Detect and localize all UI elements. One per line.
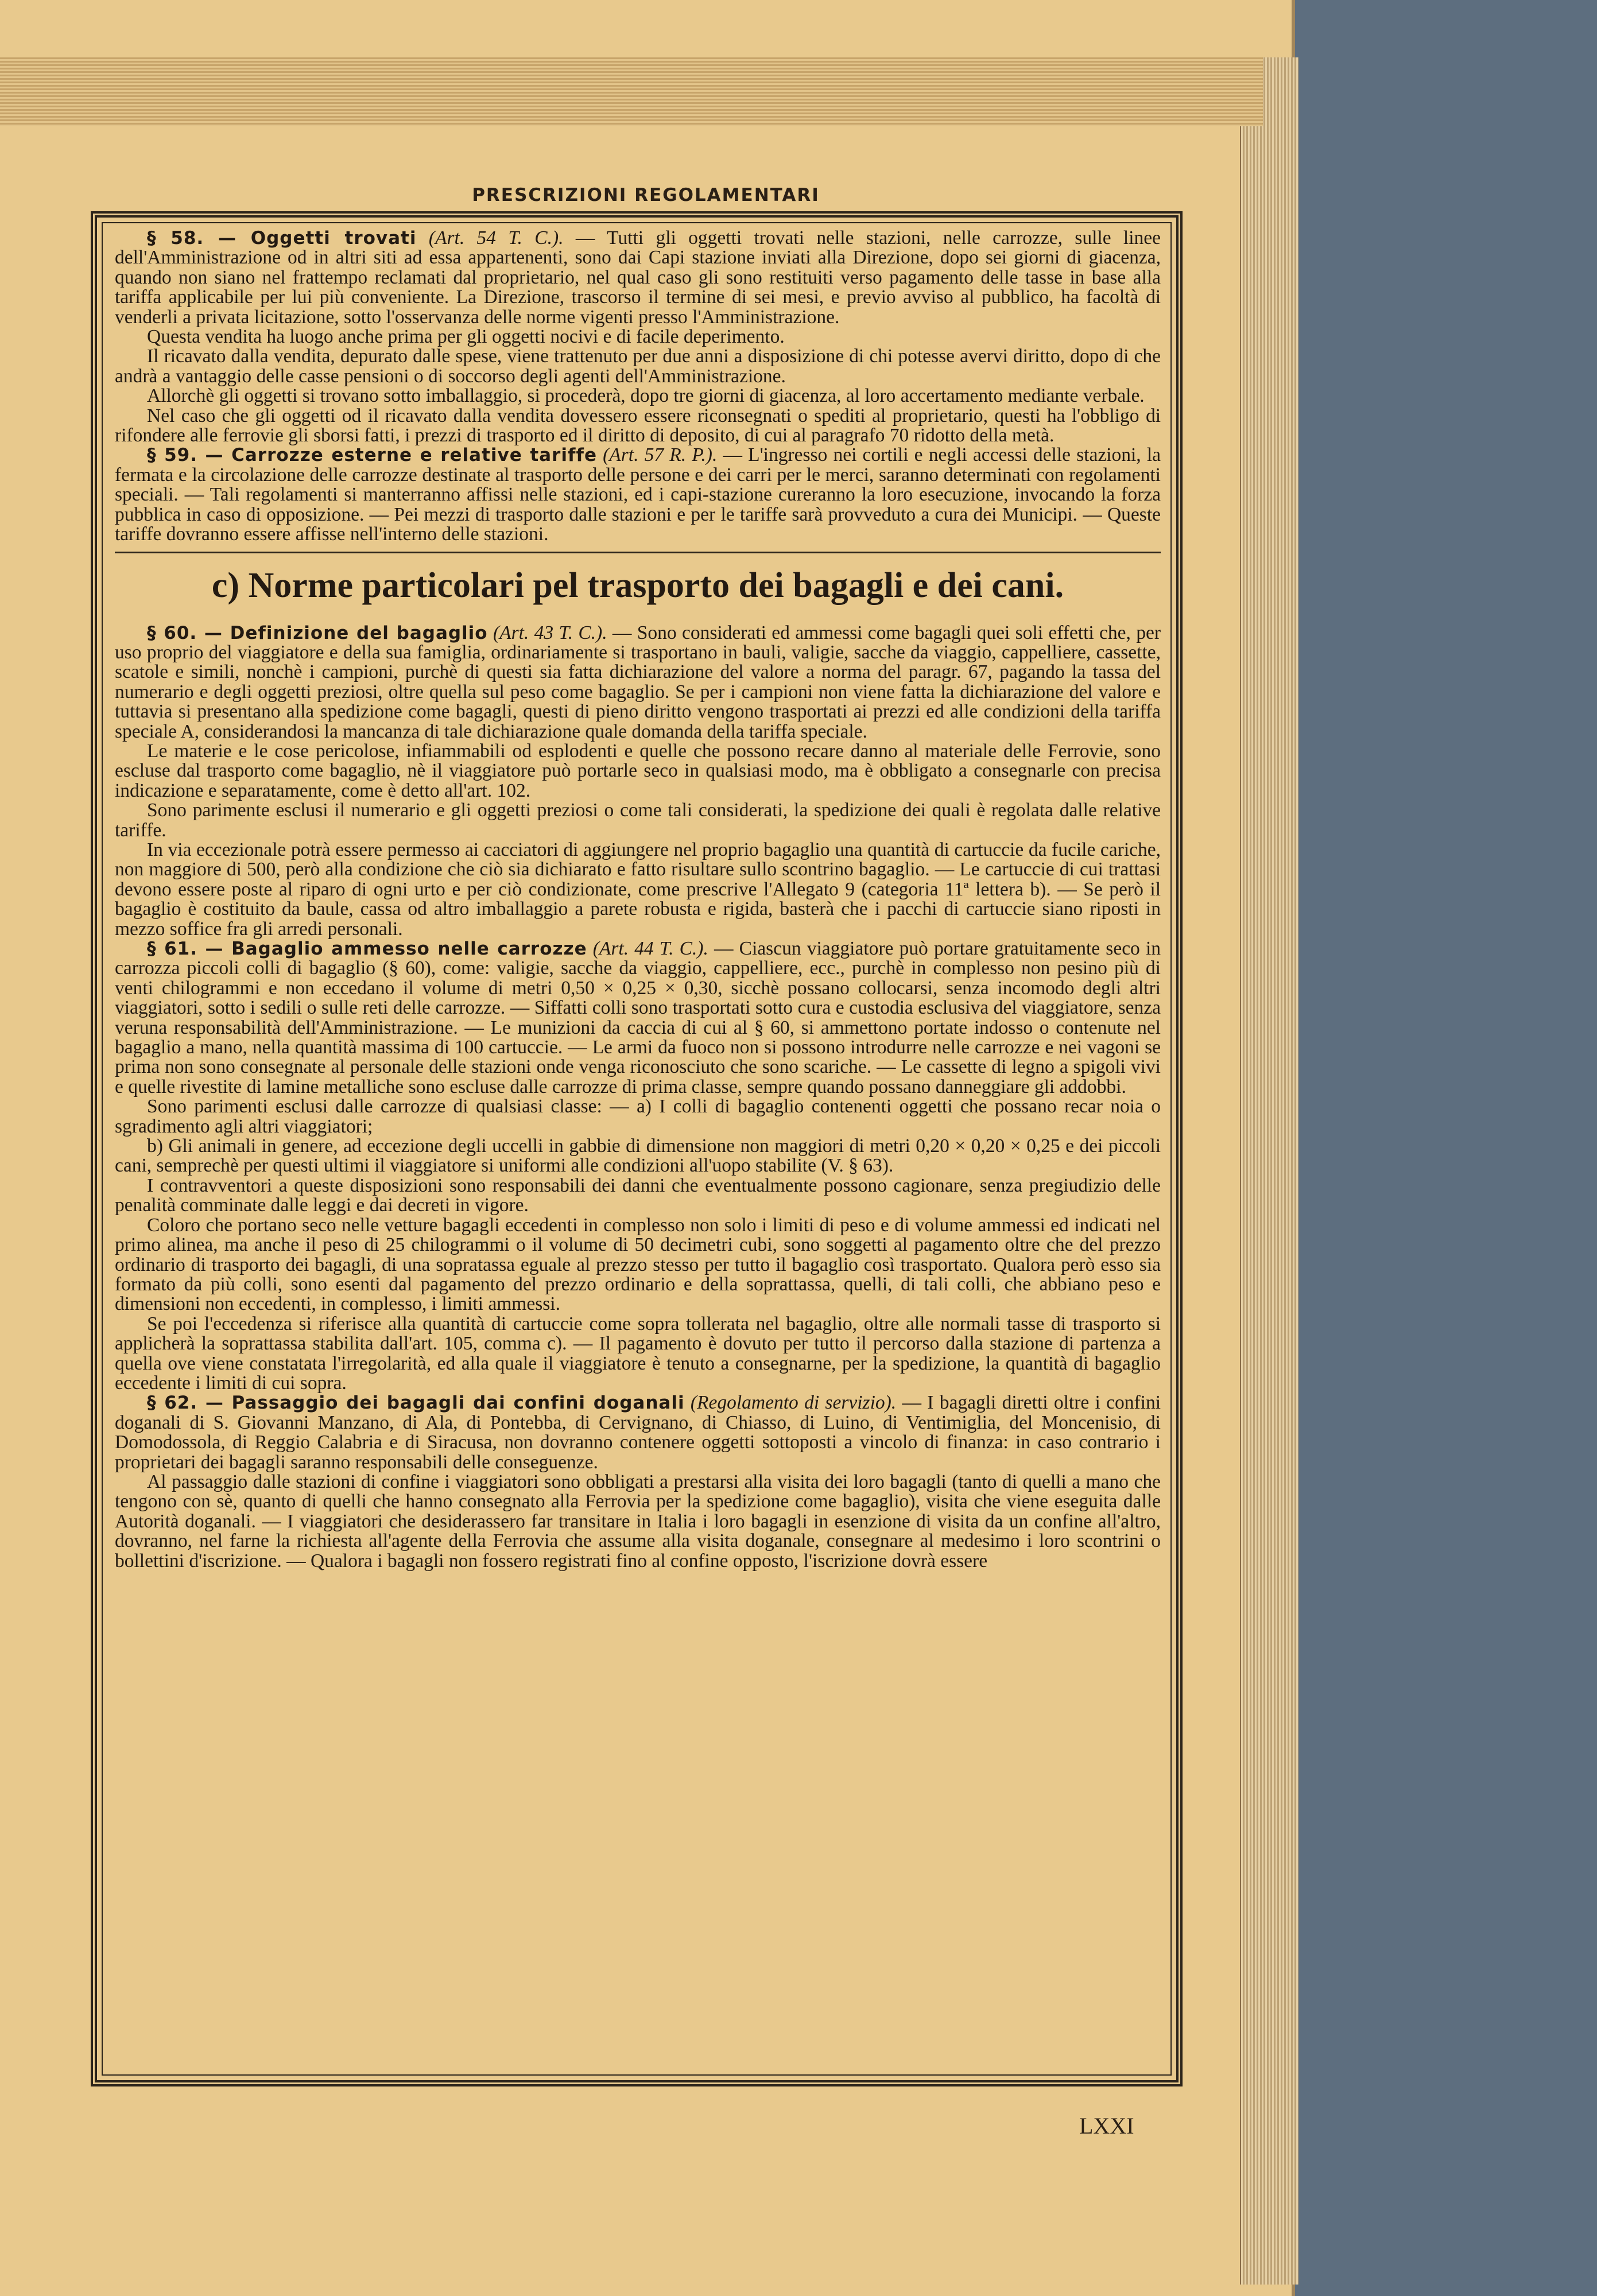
heading-60: § 60. — Definizione del bagaglio [147, 622, 488, 643]
paragraph-60 [115, 623, 1161, 742]
heading-58: § 58. — Oggetti trovati [147, 228, 417, 249]
paragraph-60b: Le materie e le cose pericolose, infiammabili od esplodenti e quelle che possono recare danno al materiale delle Ferrovie, sono escluse dal trasporto come bagaglio, nè il viaggiatore può portarle seco in qualsiasi modo, ma è obbligato a consegnarle con precisa indicazione e separatamente, come è detto all'art. 102. [115, 740, 1161, 801]
text-62: — I bagagli diretti oltre i confini doganali di S. Giovanni Manzano, di Ala, di Pontebba, di Cervignano, di Chiasso, di Luino, di Ventimiglia, del Moncenisio, di Domodossola, di Reggio Calabria e di Siracusa, non dovranno contenere oggetti sottoposti a vincolo di finanza: in caso contrario i proprietari dei bagagli saranno responsabili delle conseguenze. [115, 1392, 1161, 1473]
ref-61: (Art. 44 T. C.). [592, 938, 708, 959]
text-58: — Tutti gli oggetti trovati nelle stazioni, nelle carrozze, sulle linee dell'Amministrazione od in altri siti ad essa appartenenti, sono dai Capi stazione inviati alla Direzione, dopo sei giorni di giacenza, quando non siano nel frattempo reclamati dal proprietario, nel qual caso gli sono restituiti verso pagamento delle tasse in base alla tariffa applicabile per lui più conveniente. La Direzione, trascorso il termine di sei mesi, e previo avviso al pubblico, ha facoltà di venderli a privata licitazione, sotto l'osservanza delle norme vigenti presso l'Amministrazione. [115, 228, 1161, 328]
heading-59: § 59. — Carrozze esterne e relative tariffe [147, 445, 597, 466]
ref-60: (Art. 43 T. C.). [493, 622, 607, 643]
paragraph-59 [115, 445, 1161, 544]
paragraph-60d: In via eccezionale potrà essere permesso ai cacciatori di aggiungere nel proprio bagaglio una quantità di cartuccie da fucile cariche, non maggiore di 500, però alla condizione che ciò sia dichiarato e fatto risultare sullo scontrino bagaglio. — Le cartuccie di cui trattasi devono essere poste al riparo di ogni urto e per ciò condizionate, come prescrive l'Allegato 9 (categoria 11ª lettera b). — Se però il bagaglio è costituito da baule, cassa od altro imballaggio a parete robusta e rigida, basterà che i pacchi di cartuccie siano riposti in mezzo soffice fra gli arredi personali. [115, 839, 1161, 940]
running-head: PRESCRIZIONI REGOLAMENTARI [472, 185, 820, 205]
page-edges [1240, 57, 1298, 2285]
heading-62: § 62. — Passaggio dei bagagli dai confini doganali [147, 1393, 685, 1414]
paragraph-62 [115, 1393, 1161, 1472]
paragraph-58e: Nel caso che gli oggetti od il ricavato dalla vendita dovessero essere riconsegnati o spediti al proprietario, questi ha l'obbligo di rifondere alle ferrovie gli sborsi fatti, i prezzi di trasporto ed il diritto di deposito, di cui al paragrafo 70 ridotto della metà. [115, 405, 1161, 447]
page-number: LXXI [1079, 2113, 1134, 2139]
text-61: — Ciascun viaggiatore può portare gratuitamente seco in carrozza piccoli colli di bagaglio (§ 60), come: valigie, sacche da viaggio, cappelliere, ecc., purchè in complesso non pesino più di venti chilogrammi e non eccedano il volume di metri 0,50 × 0,25 × 0,30, sicchè possano collocarsi, senza incomodo degli altri viaggiatori, sotto i sedili o sulle reti delle carrozze. — Siffatti colli sono trasportati sotto cura e custodia esclusiva del viaggiatore, senza veruna responsabilità dell'Amministrazione. — Le munizioni da caccia di cui al § 60, si ammettono portate indosso o contenute nel bagaglio a mano, nella quantità massima di 100 cartuccie. — Le armi da fuoco non si possono introdurre nelle carrozze e nei vagoni se prima non sono consegnate al personale delle stazioni onde venga riconosciuto che sono scariche. — Le cassette di legno a spigoli vivi e quelle rivestite di lamine metalliche sono escluse dalle carrozze di prima classe, sempre quando possano danneggiare gli addobbi. [115, 938, 1161, 1097]
ref-62: (Regolamento di servizio). [690, 1392, 897, 1414]
paragraph-58d: Allorchè gli oggetti si trovano sotto imballaggio, si procederà, dopo tre giorni di giacenza, al loro accertamento mediante verbale. [147, 385, 1145, 407]
page-content [115, 228, 1161, 2082]
paragraph-61b: Sono parimenti esclusi dalle carrozze di qualsiasi classe: — a) I colli di bagaglio contenenti oggetti che possano recar noia o sgradimento agli altri viaggiatori; [115, 1096, 1161, 1137]
section-title: c) Norme particolari pel trasporto dei bagagli e dei cani. [211, 565, 1064, 605]
paragraph-58 [115, 228, 1161, 327]
text-60: — Sono considerati ed ammessi come bagagli quei soli effetti che, per uso proprio del viaggiatore e della sua famiglia, ordinariamente si trasportano in bauli, valigie, sacche da viaggio, cappelliere, cassette, scatole e simili, nonchè i campioni, purchè di questi sia fatta dichiarazione del valore a norma del paragr. 67, pagando la tassa del numerario e degli oggetti preziosi, oltre quella sul peso come bagaglio. Se per i campioni non viene fatta la dichiarazione del valore e tuttavia si presentano alla spedizione come bagagli, questi di pieno diritto vengono trasportati ai prezzi ed alle condizioni della tariffa speciale A, considerandosi la mancanza di tale dichiarazione quale domanda della tariffa speciale. [115, 622, 1161, 742]
paragraph-61d: I contravventori a queste disposizioni sono responsabili dei danni che eventualmente possono cagionare, senza pregiudizio delle penalità comminate dalle leggi e dai decreti in vigore. [115, 1174, 1161, 1216]
header-band [0, 57, 1263, 126]
paragraph-60c: Sono parimente esclusi il numerario e gli oggetti preziosi o come tali considerati, la spedizione dei quali è regolata dalle relative tariffe. [115, 800, 1161, 841]
paragraph-61c: b) Gli animali in genere, ad eccezione degli uccelli in gabbie di dimensione non maggiori di metri 0,20 × 0,20 × 0,25 e dei piccoli cani, semprechè per questi ultimi il viaggiatore si uniformi alle condizioni all'uopo stabilite (V. § 63). [115, 1135, 1161, 1177]
paragraph-61f: Se poi l'eccedenza si riferisce alla quantità di cartuccie come sopra tollerata nel bagaglio, oltre alle normali tasse di trasporto si applicherà la soprattassa stabilita dall'art. 105, comma c). — Il pagamento è dovuto per tutto il percorso dalla stazione di partenza a quella ove viene constatata l'irregolarità, ed alla quale il viaggiatore è tenuto a consegnarne, per la spedizione, la quantità di bagaglio eccedente i limiti di cui sopra. [115, 1313, 1161, 1394]
paragraph-62b: Al passaggio dalle stazioni di confine i viaggiatori sono obbligati a prestarsi alla visita dei loro bagagli (tanto di quelli a mano che tengono con sè, quanto di quelli che hanno consegnato alla Ferrovia per la spedizione come bagaglio), visita che viene eseguita dalle Autorità doganali. — I viaggiatori che desiderassero far transitare in Italia i loro bagagli in esenzione di visita da un confine all'altro, dovranno, nel farne la richiesta all'agente della Ferrovia che assume alla visita doganale, consegnare al medesimo i loro scontrini o bollettini d'iscrizione. — Qualora i bagagli non fossero registrati fino al confine opposto, l'iscrizione dovrà essere [115, 1471, 1161, 1572]
paragraph-61e: Coloro che portano seco nelle vetture bagagli eccedenti in complesso non solo i limiti di peso e di volume ammessi ed indicati nel primo alinea, ma anche il peso di 25 chilogrammi o il volume di 50 decimetri cubi, sono soggetti al pagamento oltre che del prezzo ordinario di trasporto dei bagagli, di una sopratassa eguale al prezzo stesso per tutto il bagaglio così trasportato. Qualora però esso sia formato da più colli, sono esenti dal pagamento del prezzo ordinario e della soprattassa, quelli, di tali colli, che abbiano peso e dimensioni non eccedenti, in complesso, i limiti ammessi. [115, 1214, 1161, 1315]
ref-58: (Art. 54 T. C.). [428, 228, 564, 249]
ref-59: (Art. 57 R. P.). [603, 444, 718, 466]
text-59: — L'ingresso nei cortili e negli accessi delle stazioni, la fermata e la circolazione delle carrozze destinate al trasporto delle persone e dei carri per le merci, saranno determinati con regolamenti speciali. — Tali regolamenti si manterranno affissi nelle stazioni, ed i capi-stazione cureranno la loro esecuzione, invocando la forza pubblica in caso di opposizione. — Pei mezzi di trasporto dalle stazioni e per le tariffe sarà provveduto a cura dei Municipi. — Queste tariffe dovranno essere affisse nell'interno delle stazioni. [115, 444, 1161, 545]
heading-61: § 61. — Bagaglio ammesso nelle carrozze [147, 938, 587, 959]
section-divider [115, 552, 1161, 553]
paragraph-58b: Questa vendita ha luogo anche prima per gli oggetti nocivi e di facile deperimento. [147, 326, 785, 348]
paragraph-61 [115, 939, 1161, 1097]
paragraph-58c: Il ricavato dalla vendita, depurato dalle spese, viene trattenuto per due anni a disposizione di chi potesse avervi diritto, dopo di che andrà a vantaggio delle casse pensioni o di soccorso degli agenti dell'Amministrazione. [115, 346, 1161, 387]
